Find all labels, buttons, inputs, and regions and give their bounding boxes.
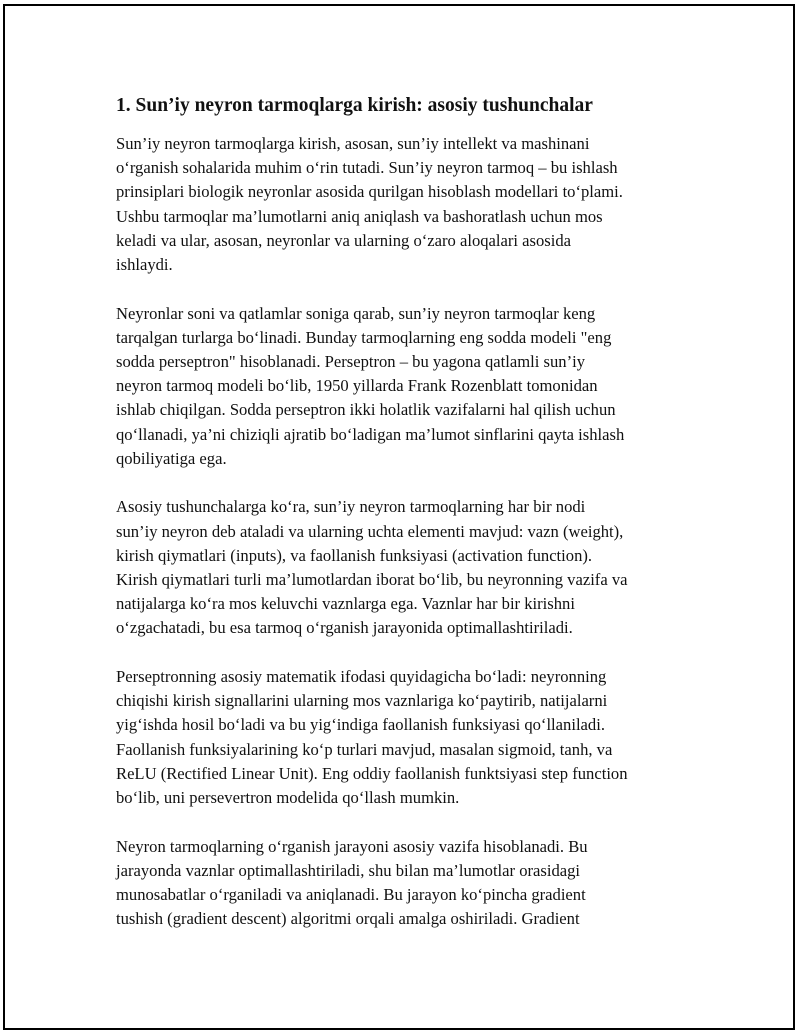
- text-line: natijalarga ko‘ra mos keluvchi vaznlarga ega. Vaznlar har bir kirishni: [116, 594, 575, 614]
- text-line: munosabatlar o‘rganiladi va aniqlanadi. Bu jarayon ko‘pincha gradient: [116, 885, 586, 905]
- text-line: neyron tarmoq modeli bo‘lib, 1950 yillarda Frank Rozenblatt tomonidan: [116, 376, 598, 396]
- paragraph-learning: [116, 835, 696, 932]
- text-line: Neyronlar soni va qatlamlar soniga qarab, sun’iy neyron tarmoqlar keng: [116, 303, 596, 323]
- paragraph-math: [116, 665, 696, 810]
- text-line: jarayonda vaznlar optimallashtiriladi, shu bilan ma’lumotlar orasidagi: [116, 860, 581, 880]
- text-line: Ushbu tarmoqlar ma’lumotlarni aniq aniqlash va bashoratlash uchun mos: [116, 206, 603, 226]
- text-line: tarqalgan turlarga bo‘linadi. Bunday tarmoqlarning eng sodda modeli "eng: [116, 327, 612, 347]
- text-line: Neyron tarmoqlarning o‘rganish jarayoni asosiy vazifa hisoblanadi. Bu: [116, 836, 588, 856]
- text-line: Kirish qiymatlari turli ma’lumotlardan iborat bo‘lib, bu neyronning vazifa va: [116, 570, 628, 590]
- text-line: o‘rganish sohalarida muhim o‘rin tutadi. Sun’iy neyron tarmoq – bu ishlash: [116, 158, 618, 178]
- document-body: [116, 92, 696, 956]
- text-line: sun’iy neyron deb ataladi va ularning uchta elementi mavjud: vazn (weight),: [116, 521, 624, 541]
- text-line: Perseptronning asosiy matematik ifodasi quyidagicha bo‘ladi: neyronning: [116, 667, 607, 687]
- paragraph-perceptron: [116, 302, 696, 471]
- text-line: prinsiplari biologik neyronlar asosida qurilgan hisoblash modellari to‘plami.: [116, 182, 623, 202]
- text-line: tushish (gradient descent) algoritmi orqali amalga oshiriladi. Gradient: [116, 909, 580, 929]
- paragraph-intro: [116, 132, 696, 277]
- text-line: bo‘lib, uni persevertron modelida qo‘llash mumkin.: [116, 788, 460, 808]
- text-line: keladi va ular, asosan, neyronlar va ularning o‘zaro aloqalari asosida: [116, 230, 572, 250]
- section-title: 1. Sun’iy neyron tarmoqlarga kirish: asosiy tushunchalar: [116, 95, 593, 116]
- text-line: Asosiy tushunchalarga ko‘ra, sun’iy neyron tarmoqlarning har bir nodi: [116, 497, 586, 517]
- text-line: chiqishi kirish signallarini ularning mos vaznlariga ko‘paytirib, natijalarni: [116, 691, 608, 711]
- text-line: ReLU (Rectified Linear Unit). Eng oddiy faollanish funktsiyasi step function: [116, 763, 628, 783]
- text-line: ishlab chiqilgan. Sodda perseptron ikki holatlik vazifalarni hal qilish uchun: [116, 400, 616, 420]
- text-line: qo‘llanadi, ya’ni chiziqli ajratib bo‘ladigan ma’lumot sinflarini qayta ishlash: [116, 424, 625, 444]
- text-line: o‘zgachatadi, bu esa tarmoq o‘rganish jarayonida optimallashtiriladi.: [116, 618, 573, 638]
- text-line: ishlaydi.: [116, 255, 173, 275]
- text-line: Faollanish funksiyalarining ko‘p turlari mavjud, masalan sigmoid, tanh, va: [116, 739, 613, 759]
- text-line: kirish qiymatlari (inputs), va faollanish funksiyasi (activation function).: [116, 545, 593, 565]
- text-line: sodda perseptron" hisoblanadi. Perseptron – bu yagona qatlamli sun’iy: [116, 352, 586, 372]
- text-line: qobiliyatiga ega.: [116, 448, 227, 468]
- text-line: Sun’iy neyron tarmoqlarga kirish, asosan, sun’iy intellekt va mashinani: [116, 134, 590, 153]
- paragraph-concepts: [116, 495, 696, 640]
- text-line: yig‘ishda hosil bo‘ladi va bu yig‘indiga faollanish funksiyasi qo‘llaniladi.: [116, 715, 605, 735]
